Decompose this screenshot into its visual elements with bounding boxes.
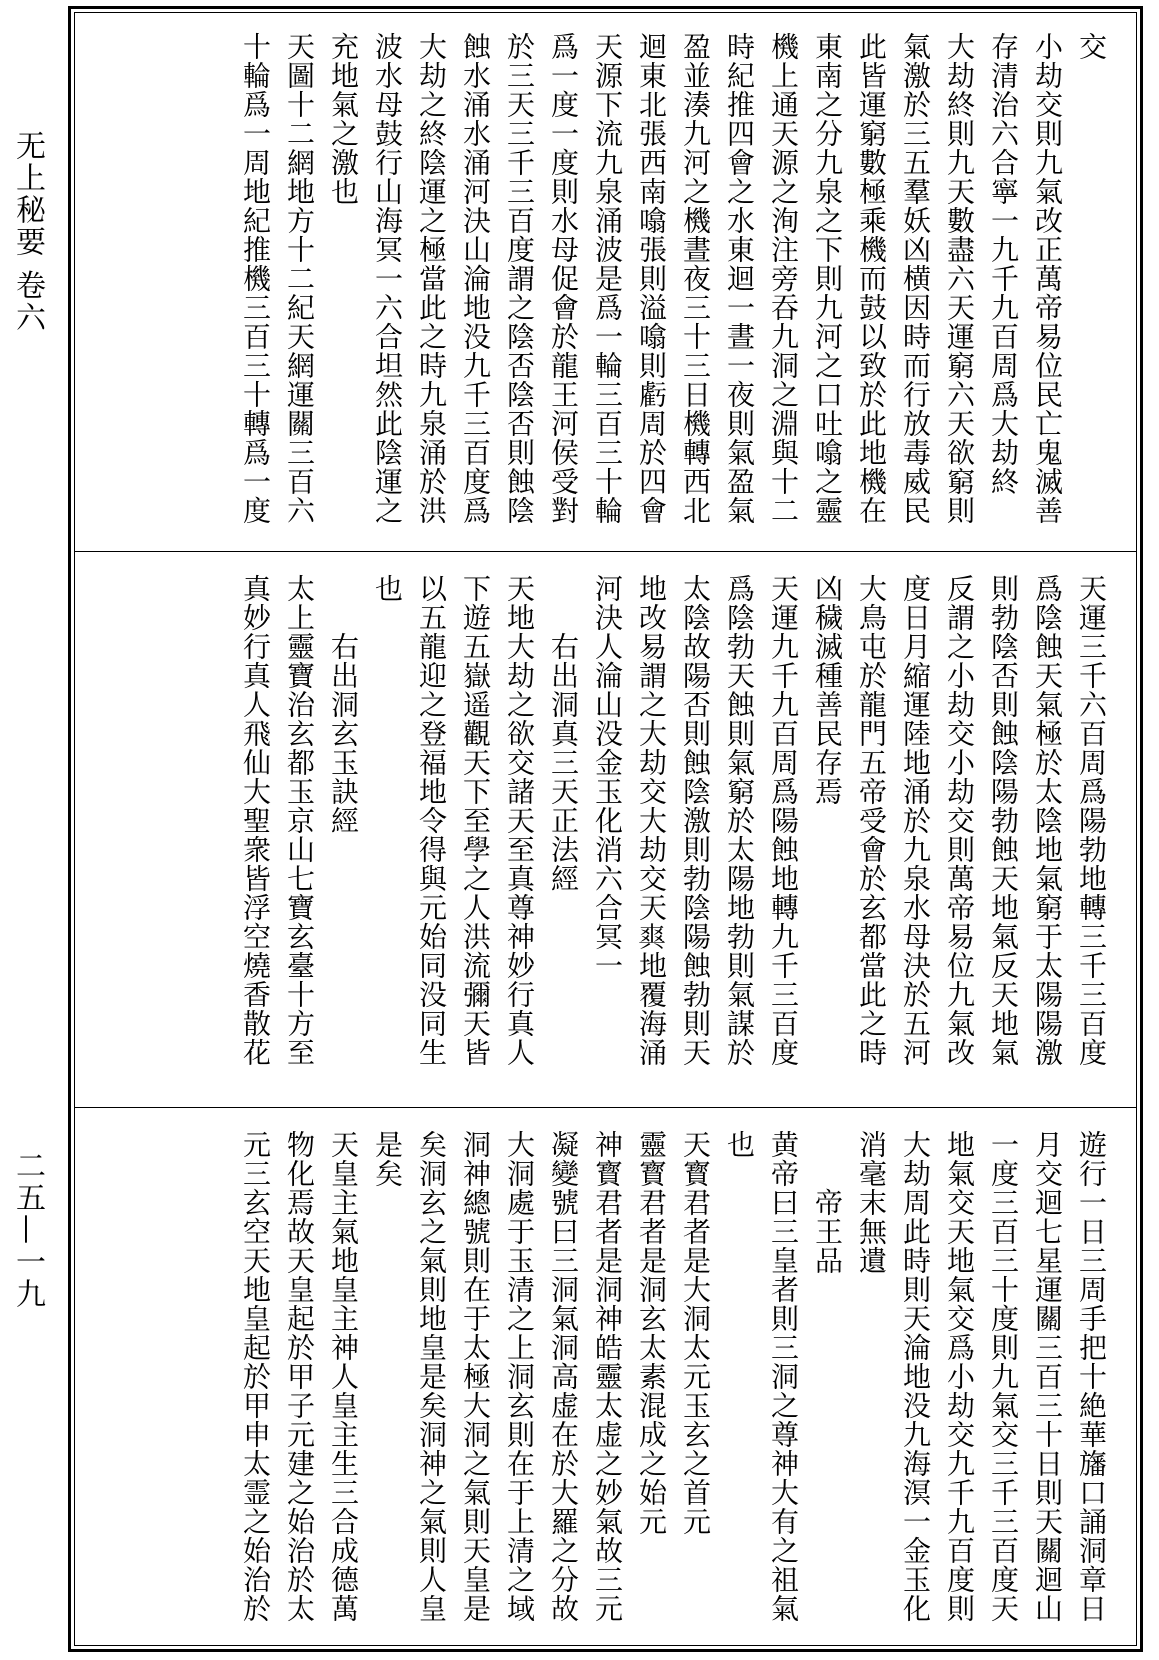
text-column: 遊行一日三周手把十絶華旛口誦洞章日 [1075,1130,1108,1623]
text-column: 度日月縮運陸地涌於九泉水母決於五河 [899,574,932,1067]
text-column: 右出洞玄玉訣經 [327,574,360,835]
block-divider-1 [74,551,1137,552]
text-column: 爲一度一度則水母促會於龍王河侯受對 [547,32,580,525]
text-column: 神寳君者是洞神皓靈太虚之妙氣故三元 [591,1130,624,1623]
text-column: 天運三千六百周爲陽勃地轉三千三百度 [1075,574,1108,1067]
text-column: 帝王品 [811,1130,844,1275]
text-columns [98,32,1113,528]
margin-page-number: 二五—一九 [10,1150,45,1310]
text-column: 此皆運窮數極乘機而鼓以致於此地機在 [855,32,888,525]
text-column: 天圖十二網地方十二紀天網運關三百六 [283,32,316,525]
text-column: 爲陰勃天蝕則氣窮於太陽地勃則氣謀於 [723,574,756,1067]
text-block-1 [78,14,1133,546]
text-column: 是矣 [371,1130,404,1188]
text-column: 大劫之終陰運之極當此之時九泉涌於洪 [415,32,448,525]
text-column: 地氣交天地氣交爲小劫交九千九百度則 [943,1130,976,1623]
text-column: 大劫終則九天數盡六天運窮六天欲窮則 [943,32,976,525]
text-column: 爲陰蝕天氣極於太陰地氣窮于太陽陽激 [1031,574,1064,1067]
text-column: 右出洞真三天正法經 [547,574,580,893]
text-column: 十輪爲一周地紀推機三百三十轉爲一度 [239,32,272,525]
text-column: 洞神總號則在于太極大洞之氣則天皇是 [459,1130,492,1623]
text-block-2 [78,556,1133,1102]
text-column: 也 [371,574,404,603]
text-column: 小劫交則九氣改正萬帝易位民亡鬼滅善 [1031,32,1064,525]
text-column: 月交迴七星運關三百三十日則天關迴山 [1031,1130,1064,1623]
text-columns [98,574,1113,1086]
text-column: 矣洞玄之氣則地皇是矣洞神之氣則人皇 [415,1130,448,1623]
text-column: 東南之分九泉之下則九河之口吐噏之靈 [811,32,844,525]
text-column: 地改易謂之大劫交大劫交天𤕤地覆海涌 [635,574,668,1067]
text-column: 靈寳君者是洞玄太素混成之始元 [635,1130,668,1536]
text-column: 存清治六合寧一九千九百周爲大劫終 [987,32,1020,496]
text-column: 也 [723,1130,756,1159]
text-column: 交 [1075,32,1108,61]
text-column: 氣激於三五羣妖凶横因時而行放毒威民 [899,32,932,525]
text-column: 則勃陰否則蝕陰陽勃蝕天地氣反天地氣 [987,574,1020,1067]
text-column: 時紀推四會之水東迴一晝一夜則氣盈氣 [723,32,756,525]
text-column: 天運九千九百周爲陽蝕地轉九千三百度 [767,574,800,1067]
text-column: 大劫周此時則天淪地没九海溟一金玉化 [899,1130,932,1623]
text-columns [98,1130,1113,1624]
block-divider-2 [74,1107,1137,1108]
text-column: 凶穢滅種善民存焉 [811,574,844,806]
text-column: 一度三百三十度則九氣交三千三百度天 [987,1130,1020,1623]
text-column: 蝕水涌水涌河決山淪地没九千三百度爲 [459,32,492,525]
text-column: 迴東北張西南噏張則溢噏則虧周於四會 [635,32,668,525]
text-column: 消毫末無遺 [855,1130,888,1275]
text-column: 凝變號曰三洞氣洞高虚在於大羅之分故 [547,1130,580,1623]
text-column: 太上靈寶治玄都玉京山七寶玄臺十方至 [283,574,316,1067]
text-column: 於三天三千三百度謂之陰否陰否則蝕陰 [503,32,536,525]
text-column: 物化焉故天皇起於甲子元建之始治於太 [283,1130,316,1623]
text-column: 天源下流九泉涌波是爲一輪三百三十輪 [591,32,624,525]
text-column: 天寳君者是大洞太元玉玄之首元 [679,1130,712,1536]
text-column: 天地大劫之欲交諸天至真尊神妙行真人 [503,574,536,1067]
text-column: 黄帝曰三皇者則三洞之尊神大有之祖氣 [767,1130,800,1623]
text-column: 盈並湊九河之機晝夜三十三日機轉西北 [679,32,712,525]
text-column: 以五龍迎之登福地令得與元始同没同生 [415,574,448,1067]
text-column: 大洞處于玉清之上洞玄則在于上清之域 [503,1130,536,1623]
text-column: 機上通天源之洵注旁吞九洞之淵與十二 [767,32,800,525]
text-column: 反謂之小劫交小劫交則萬帝易位九氣改 [943,574,976,1067]
text-column: 太陰故陽否則蝕陰激則勃陰陽蝕勃則天 [679,574,712,1067]
text-column: 充地氣之激也 [327,32,360,206]
text-block-3 [78,1112,1133,1642]
margin-title: 无上秘要 卷六 [10,130,45,334]
text-column: 真妙行真人飛仙大聖衆皆浮空燒香散花 [239,574,272,1067]
text-column: 波水母鼓行山海冥一六合坦然此陰運之 [371,32,404,525]
text-column: 河決人淪山没金玉化消六合冥一 [591,574,624,980]
text-column: 元三玄空天地皇起於甲申太霊之始治於 [239,1130,272,1623]
text-column: 天皇主氣地皇主神人皇主生三合成德萬 [327,1130,360,1623]
text-column: 大鳥屯於龍門五帝受會於玄都當此之時 [855,574,888,1067]
text-column: 下遊五嶽遥觀天下至學之人洪流彌天皆 [459,574,492,1067]
